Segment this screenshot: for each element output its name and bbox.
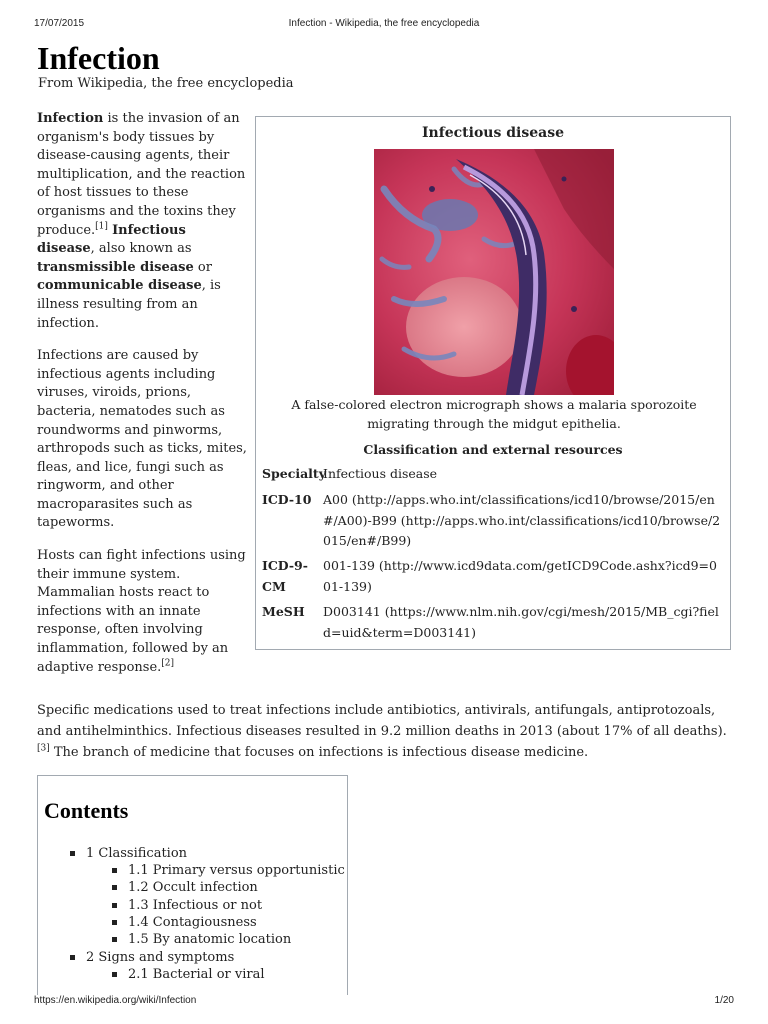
summary-text: The branch of medicine that focuses on infections is infectious disease medicine.	[49, 745, 589, 760]
reference-link[interactable]: [2]	[161, 658, 175, 669]
intro-text: Hosts can fight infections using their immune system. Mammalian hosts react to infections with an innate response, often involving inflammation, followed by an adaptive response.	[37, 548, 246, 675]
summary-paragraph	[37, 700, 737, 763]
bullet-icon	[112, 885, 117, 890]
toc-item[interactable]: 1.4 Contagiousness	[128, 915, 257, 930]
intro-text: or	[193, 259, 212, 275]
intro-column	[37, 110, 247, 691]
article-subtitle: From Wikipedia, the free encyclopedia	[38, 76, 294, 91]
term-communicable-disease: communicable disease	[37, 278, 202, 294]
intro-text: is the invasion of an organism's body tissues by disease-causing agents, their multiplication, and the reaction of host tissues to these organisms and the toxins they produce.	[37, 111, 246, 238]
toc-item[interactable]: 1.5 By anatomic location	[128, 932, 292, 947]
bullet-icon	[70, 851, 75, 856]
toc-item[interactable]: 1.1 Primary versus opportunistic	[128, 863, 345, 878]
print-url: https://en.wikipedia.org/wiki/Infection	[34, 995, 197, 1006]
intro-paragraph-3	[37, 547, 247, 677]
term-infection: Infection	[37, 111, 104, 126]
infobox-label: ICD-9-CM	[262, 558, 308, 594]
toc-item[interactable]: 2 Signs and symptoms	[86, 950, 235, 965]
term-transmissible-disease: transmissible disease	[37, 259, 194, 275]
infobox-subheader: Classification and external resources	[363, 442, 623, 457]
print-header	[0, 18, 768, 32]
toc-item[interactable]: 2.1 Bacterial or viral	[128, 967, 265, 982]
print-page-title: Infection - Wikipedia, the free encyclopedia	[288, 18, 480, 29]
summary-text: Specific medications used to treat infections include antibiotics, antivirals, antifungals, antiprotozoals, and antihelminthics. Infectious diseases resulted in 9.2 million deaths in 2013 (about 17% of all deaths).	[37, 703, 727, 739]
infobox-label: ICD-10	[262, 492, 312, 507]
bullet-icon	[112, 937, 117, 942]
infobox-value-link[interactable]: D003141 (https://www.nlm.nih.gov/cgi/mesh/2015/MB_cgi?field=uid&term=D003141)	[323, 604, 719, 640]
intro-text: , is illness resulting from an infection.	[37, 278, 221, 331]
bullet-icon	[112, 972, 117, 977]
bullet-icon	[112, 868, 117, 873]
table-of-contents	[37, 775, 348, 995]
infobox-caption: A false-colored electron micrograph shows a malaria sporozoite migrating through the midgut epithelia.	[291, 397, 697, 431]
toc-item[interactable]: 1 Classification	[86, 846, 188, 861]
article-title: Infection	[37, 40, 160, 76]
infobox-label: MeSH	[262, 604, 305, 619]
bullet-icon	[70, 955, 75, 960]
print-footer	[0, 995, 768, 1009]
contents-heading: Contents	[44, 798, 129, 823]
infobox-value-link[interactable]: A00 (http://apps.who.int/classifications/icd10/browse/2015/en#/A00)-B99 (http://apps.who.int/classifications/icd10/browse/2015/en#/B99)	[323, 492, 721, 548]
page-number: 1/20	[714, 995, 734, 1006]
infobox-value-link[interactable]: Infectious disease	[323, 466, 438, 481]
toc-item[interactable]: 1.3 Infectious or not	[128, 898, 263, 913]
infobox-value-link[interactable]: 001-139 (http://www.icd9data.com/getICD9Code.ashx?icd9=001-139)	[323, 558, 717, 594]
infobox-label: Specialty	[262, 466, 326, 481]
intro-text: , also known as	[90, 241, 192, 257]
reference-link[interactable]: [3]	[37, 743, 50, 754]
micrograph-image[interactable]	[374, 149, 614, 395]
bullet-icon	[112, 903, 117, 908]
reference-link[interactable]: [1]	[95, 221, 108, 232]
print-date: 17/07/2015	[34, 18, 85, 29]
micrograph-drawing	[374, 149, 614, 395]
toc-item[interactable]: 1.2 Occult infection	[128, 880, 258, 895]
infobox-title: Infectious disease	[422, 125, 564, 141]
infobox	[255, 116, 731, 650]
intro-paragraph-1	[37, 110, 247, 333]
intro-paragraph-2: Infections are caused by infectious agents including viruses, viroids, prions, bacteria, nematodes such as roundworms and pinworms, arthropods such as ticks, mites, fleas, and lice, fungi such as ringworm, and other macroparasites such as tapeworms.	[37, 348, 247, 531]
bullet-icon	[112, 920, 117, 925]
term-infectious-disease: Infectious disease	[37, 222, 186, 257]
